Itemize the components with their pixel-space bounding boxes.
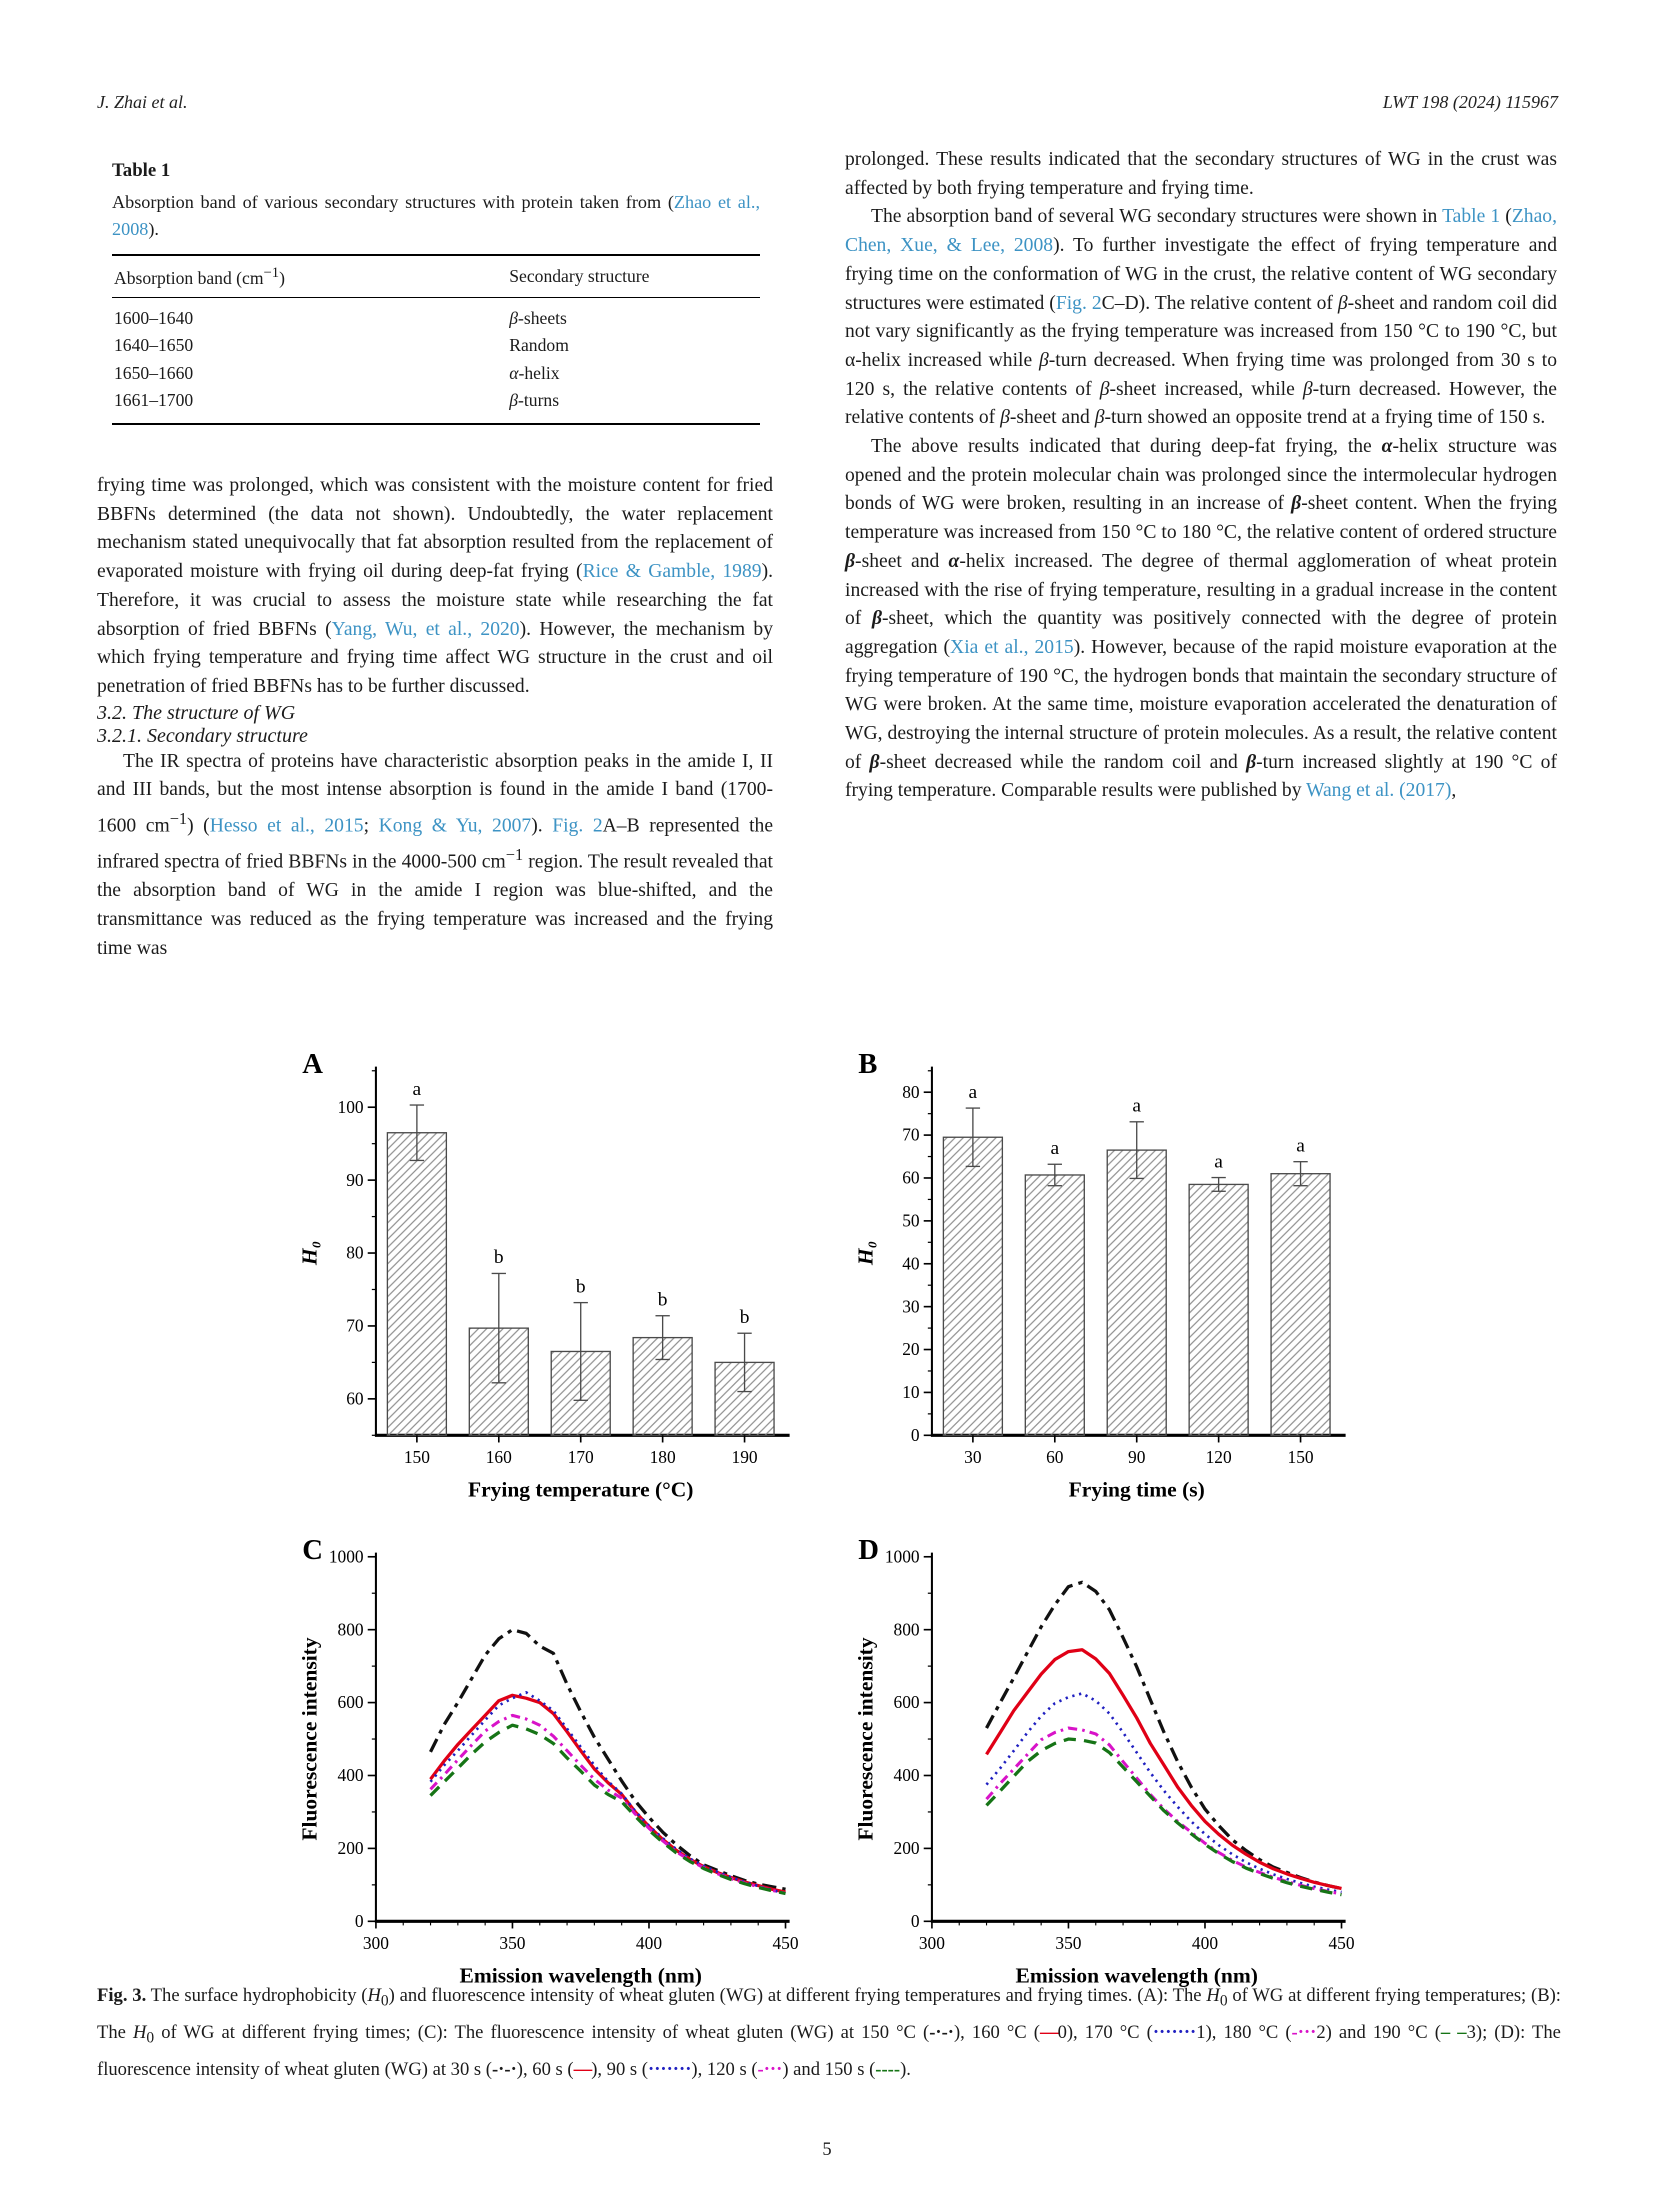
chart-B-surface-hydrophobicity-time <box>850 1038 1362 1516</box>
svg-text:1000: 1000 <box>328 1546 364 1567</box>
svg-text:40: 40 <box>902 1253 920 1274</box>
svg-text:B: B <box>858 1047 878 1080</box>
svg-text:800: 800 <box>337 1619 364 1640</box>
svg-text:Emission wavelength (nm): Emission wavelength (nm) <box>1015 1963 1258 1988</box>
paragraph: The above results indicated that during deep-fat frying, the α-helix structure was opened and the protein molecular chain was prolonged since the intermolecular hydrogen bonds of WG were broken, resulting in an increase of β-sheet content. When the frying temperature was increased from 150 °C to 180 °C, the relative content of ordered structure β-sheet and α-helix increased. The degree of thermal agglomeration of wheat protein increased with the rise of frying temperature, resulting in a gradual increase in the content of β-sheet, which the quantity was positively connected with the degree of protein aggregation (Xia et al., 2015). However, because of the rapid moisture evaporation at the frying temperature of 190 °C, the hydrogen bonds that maintain the secondary structure of WG were broken. At the same time, moisture evaporation accelerated the denaturation of WG, destroying the internal structure of protein molecules. As a result, the relative content of β-sheet decreased while the random coil and β-turn increased slightly at 190 °C of frying temperature. Comparable results were published by Wang et al. (2017), <box>845 436 1558 802</box>
svg-text:Frying time (s): Frying time (s) <box>1068 1477 1205 1502</box>
svg-text:A: A <box>302 1047 323 1080</box>
svg-text:60: 60 <box>902 1167 920 1188</box>
table-cell: β-turns <box>509 389 560 410</box>
table-col-header-structure: Secondary structure <box>507 255 760 297</box>
svg-text:b: b <box>739 1306 750 1328</box>
svg-text:a: a <box>968 1081 978 1103</box>
svg-text:200: 200 <box>337 1838 364 1859</box>
chart-C-fluorescence-temperature <box>294 1524 806 2002</box>
svg-text:800: 800 <box>893 1619 920 1640</box>
svg-text:D: D <box>858 1533 879 1566</box>
svg-text:90: 90 <box>346 1169 364 1190</box>
table-title: Table 1 <box>112 160 171 181</box>
svg-text:a: a <box>1050 1138 1060 1160</box>
svg-text:b: b <box>575 1276 586 1298</box>
left-column <box>97 146 773 964</box>
svg-text:30: 30 <box>902 1296 920 1317</box>
table-caption: Absorption band of various secondary structures with protein taken from (Zhao et al., 2008). <box>112 192 760 239</box>
svg-text:H₀: H₀ <box>853 1240 878 1266</box>
svg-text:400: 400 <box>337 1765 364 1786</box>
svg-text:70: 70 <box>346 1315 364 1336</box>
svg-text:Frying temperature (°C): Frying temperature (°C) <box>467 1477 694 1502</box>
table-cell: 1661–1700 <box>114 389 194 410</box>
paragraph: The IR spectra of proteins have characteristic absorption peaks in the amide I, II and III bands, but the most intense absorption is found in the amide I band (1700-1600 $cm^{-1}$) (Hesso et al., 2015; Kong & Yu, 2007). Fig. 2A–B represented the infrared spectra of fried BBFNs in the 4000-500 $cm^{-1}$ region. The result revealed that the absorption band of WG in the amide I region was blue-shifted, and the transmittance was reduced as the frying temperature was increased and the frying time was <box>97 750 774 959</box>
table-row <box>112 359 760 386</box>
svg-text:300: 300 <box>362 1933 389 1954</box>
svg-text:b: b <box>493 1247 504 1269</box>
svg-text:80: 80 <box>346 1242 364 1263</box>
table-cell: 1640–1650 <box>114 335 194 356</box>
figure-3 <box>294 1038 1362 2002</box>
section-heading-3-2-1: 3.2.1. Secondary structure <box>97 724 308 747</box>
table-cell: Random <box>509 335 569 356</box>
svg-text:600: 600 <box>893 1692 920 1713</box>
svg-text:180: 180 <box>649 1446 676 1467</box>
table-col-header-band: Absorption band $(cm^{-1})$ <box>112 255 507 297</box>
running-head-journal: LWT 198 (2024) 115967 <box>1382 92 1558 112</box>
svg-text:150: 150 <box>403 1446 430 1467</box>
svg-text:10: 10 <box>902 1382 920 1403</box>
chart-D-fluorescence-time <box>850 1524 1362 2002</box>
table-cell: β-sheets <box>509 307 567 328</box>
svg-text:300: 300 <box>918 1933 945 1954</box>
svg-text:Fluorescence intensity: Fluorescence intensity <box>297 1637 322 1841</box>
svg-text:0: 0 <box>910 1424 920 1445</box>
svg-text:90: 90 <box>1128 1446 1146 1467</box>
svg-text:190: 190 <box>731 1446 758 1467</box>
table-row <box>112 387 760 424</box>
svg-text:Emission wavelength (nm): Emission wavelength (nm) <box>459 1963 702 1988</box>
svg-text:0: 0 <box>910 1911 920 1932</box>
svg-text:160: 160 <box>485 1446 512 1467</box>
svg-text:200: 200 <box>893 1838 920 1859</box>
svg-text:20: 20 <box>902 1339 920 1360</box>
paragraph: The absorption band of several WG secondary structures were shown in Table 1 (Zhao, Chen, Xue, & Lee, 2008). To further investigate the effect of frying temperature and frying time on the conformation of WG in the crust, the relative content of WG secondary structures were estimated (Fig. 2C–D). The relative content of β-sheet and random coil did not vary significantly as the frying temperature was increased from 150 °C to 190 °C, but α-helix increased while β-turn decreased. When frying time was prolonged from 30 s to 120 s, the relative contents of β-sheet increased, while β-turn decreased. However, the relative contents of β-sheet and β-turn showed an opposite trend at a frying time of 150 s. <box>845 206 1557 429</box>
paragraph: frying time was prolonged, which was consistent with the moisture content for fried BBFNs determined (the data not shown). Undoubtedly, the water replacement mechanism stated unequivocally that fat absorption resulted from the replacement of evaporated moisture with frying oil during deep-fat frying (Rice & Gamble, 1989). Therefore, it was crucial to assess the moisture state while researching the fat absorption of fried BBFNs (Yang, Wu, et al., 2020). However, the mechanism by which frying temperature and frying time affect WG structure in the crust and oil penetration of fried BBFNs has to be further discussed. <box>97 474 773 697</box>
svg-text:450: 450 <box>772 1933 799 1954</box>
table-cell: 1650–1660 <box>114 362 194 383</box>
svg-text:400: 400 <box>893 1765 920 1786</box>
svg-text:b: b <box>657 1289 668 1311</box>
svg-text:350: 350 <box>499 1933 526 1954</box>
figure-3-caption: Fig. 3. The surface hydrophobicity $(H_0)$ and fluorescence intensity of wheat gluten (WG) at different frying temperatures and frying times. (A): The $H_0$ of WG at different frying temperatures; (B): The $H_0$ of WG at different frying times; (C): The fluorescence intensity of wheat gluten (WG) at 150 °C (-·-·), 160 °C (—0), 170 °C (·······1), 180 °C (-···2) and 190 °C (– –3); (D): The fluorescence intensity of wheat gluten (WG) at 30 s (-·-·), 60 s (—), 90 s (·······), 120 s (-···) and 150 s (----). <box>97 1985 1561 2081</box>
svg-text:Fluorescence intensity: Fluorescence intensity <box>853 1637 878 1841</box>
svg-text:80: 80 <box>902 1081 920 1102</box>
svg-text:H₀: H₀ <box>297 1240 322 1266</box>
paragraph: prolonged. These results indicated that the secondary structures of WG in the crust was affected by both frying temperature and frying time. <box>845 149 1557 199</box>
svg-text:400: 400 <box>1191 1933 1219 1954</box>
table-cell: α-helix <box>509 362 560 383</box>
table-cell: 1600–1640 <box>114 307 194 328</box>
svg-text:C: C <box>302 1533 323 1566</box>
running-head-author: J. Zhai et al. <box>97 92 188 112</box>
svg-text:a: a <box>412 1078 422 1100</box>
svg-text:60: 60 <box>1046 1446 1064 1467</box>
chart-A-surface-hydrophobicity-temperature <box>294 1038 806 1516</box>
svg-text:150: 150 <box>1287 1446 1314 1467</box>
table-row <box>112 332 760 359</box>
svg-text:30: 30 <box>964 1446 982 1467</box>
svg-text:0: 0 <box>354 1911 364 1932</box>
svg-text:450: 450 <box>1328 1933 1355 1954</box>
page-number: 5 <box>822 2140 832 2160</box>
svg-text:170: 170 <box>567 1446 594 1467</box>
table-body <box>112 297 760 424</box>
svg-text:50: 50 <box>902 1210 920 1231</box>
svg-text:400: 400 <box>635 1933 663 1954</box>
svg-text:a: a <box>1132 1095 1142 1117</box>
svg-text:350: 350 <box>1055 1933 1082 1954</box>
table-1 <box>112 160 760 472</box>
svg-text:100: 100 <box>337 1096 364 1117</box>
svg-text:1000: 1000 <box>884 1546 920 1567</box>
section-heading-3-2: 3.2. The structure of WG <box>97 701 296 724</box>
table-row <box>112 297 760 332</box>
svg-text:120: 120 <box>1205 1446 1232 1467</box>
svg-text:a: a <box>1296 1135 1305 1157</box>
svg-text:600: 600 <box>337 1692 364 1713</box>
svg-text:60: 60 <box>346 1388 364 1409</box>
right-column <box>845 146 1557 806</box>
svg-text:a: a <box>1214 1151 1223 1173</box>
absorption-band-table <box>112 254 760 425</box>
svg-text:70: 70 <box>902 1124 920 1145</box>
